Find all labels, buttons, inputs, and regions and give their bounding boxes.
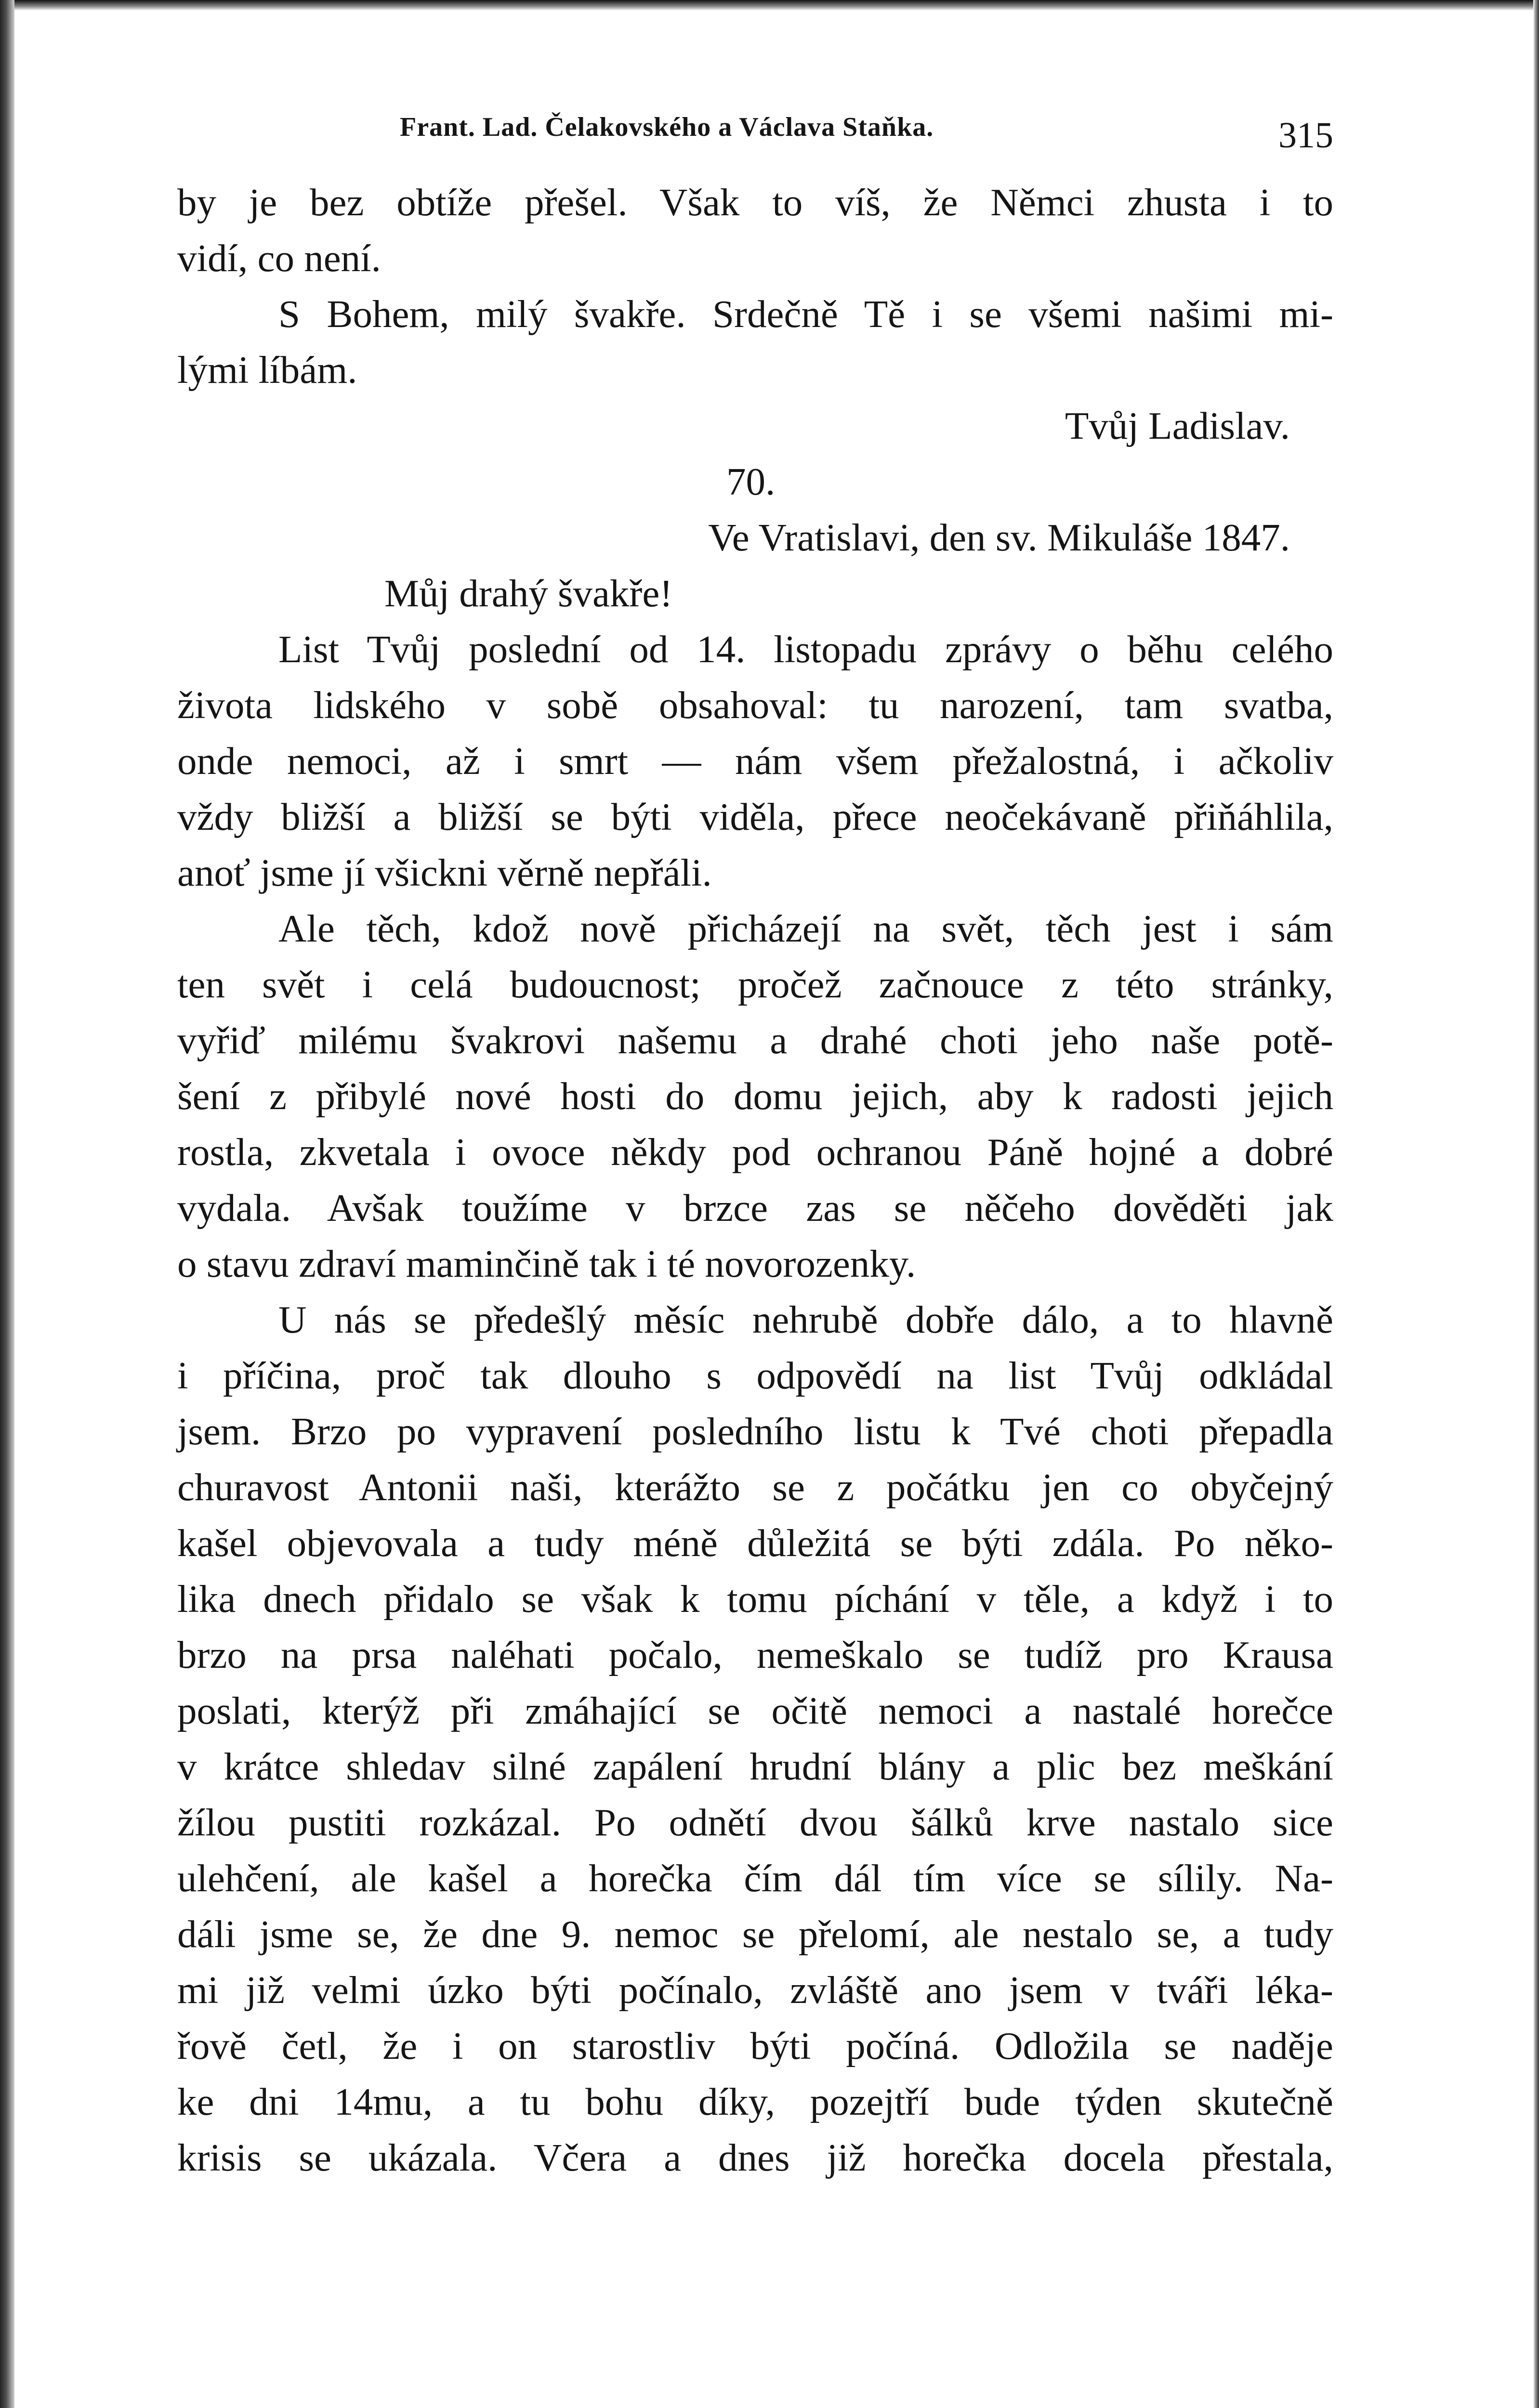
scan-edge-right: [1533, 0, 1539, 2408]
text-line: vydala. Avšak toužíme v brzce zas se něčeho dověděti jak: [177, 1186, 1333, 1230]
text-line: U nás se předešlý měsíc nehrubě dobře dálo, a to hlavně: [278, 1298, 1333, 1341]
page-number: 315: [1278, 115, 1333, 156]
text-line: List Tvůj poslední od 14. listopadu zprávy o běhu celého: [278, 628, 1333, 671]
text-line: řově četl, že i on starostliv býti počíná. Odložila se naděje: [177, 2024, 1333, 2068]
text-line: brzo na prsa naléhati počalo, nemeškalo se tudíž pro Krausa: [177, 1633, 1333, 1676]
text-line: by je bez obtíže přešel. Však to víš, že Němci zhusta i to: [177, 181, 1333, 224]
text-line: ke dni 14mu, a tu bohu díky, pozejtří bude týden skutečně: [177, 2080, 1333, 2123]
text-line: šení z přibylé nové hosti do domu jejich, aby k radosti jejich: [177, 1074, 1333, 1118]
text-line: poslati, kterýž při zmáhající se očitě nemoci a nastalé horečce: [177, 1689, 1333, 1732]
text-line: krisis se ukázala. Včera a dnes již horečka docela přestala,: [177, 2136, 1333, 2179]
text-line: S Bohem, milý švakře. Srdečně Tě i se všemi našimi mi-: [278, 292, 1333, 336]
text-line: mi již velmi úzko býti počínalo, zvláště ano jsem v tváři léka-: [177, 1968, 1333, 2012]
text-line: vždy bližší a bližší se býti viděla, přece neočekávaně přiňáhlila,: [177, 795, 1333, 838]
text-line: v krátce shledav silné zapálení hrudní blány a plic bez meškání: [177, 1745, 1333, 1788]
text-line: kašel objevovala a tudy méně důležitá se býti zdála. Po něko-: [177, 1521, 1333, 1565]
text-line: onde nemoci, až i smrt — nám všem přežalostná, i ačkoliv: [177, 739, 1333, 783]
body-text: [177, 174, 1333, 2186]
text-line: churavost Antonii naši, kterážto se z počátku jen co obyčejný: [177, 1466, 1333, 1509]
dateline: Ve Vratislavi, den sv. Mikuláše 1847.: [708, 516, 1290, 559]
book-page: [177, 112, 1333, 2186]
text-line: žílou pustiti rozkázal. Po odnětí dvou šálků krve nastalo sice: [177, 1801, 1333, 1844]
running-head: Frant. Lad. Čelakovského a Václava Staňka.: [400, 112, 934, 142]
text-line: jsem. Brzo po vypravení posledního listu k Tvé choti přepadla: [177, 1410, 1333, 1453]
text-line: o stavu zdraví maminčině tak i té novorozenky.: [177, 1242, 916, 1285]
text-line: Ale těch, kdož nově přicházejí na svět, těch jest i sám: [278, 907, 1333, 950]
text-line: anoť jsme jí všickni věrně nepřáli.: [177, 851, 712, 894]
text-line: rostla, zkvetala i ovoce někdy pod ochranou Páně hojné a dobré: [177, 1130, 1333, 1174]
text-line: ten svět i celá budoucnost; pročež začnouce z této stránky,: [177, 963, 1333, 1006]
scan-edge-top: [0, 0, 1539, 11]
salutation: Můj drahý švakře!: [384, 572, 673, 615]
page-header: [177, 112, 1333, 174]
text-line: ulehčení, ale kašel a horečka čím dál tím více se sílily. Na-: [177, 1857, 1333, 1900]
letter-number: 70.: [726, 460, 776, 503]
text-line: i příčina, proč tak dlouho s odpovědí na list Tvůj odkládal: [177, 1354, 1333, 1397]
text-line: života lidského v sobě obsahoval: tu narození, tam svatba,: [177, 683, 1333, 727]
text-line: vidí, co není.: [177, 236, 381, 280]
text-line: vyřiď milému švakrovi našemu a drahé choti jeho naše potě-: [177, 1019, 1333, 1062]
signature: Tvůj Ladislav.: [1065, 404, 1290, 447]
scan-edge-left: [0, 0, 14, 2408]
text-line: lika dnech přidalo se však k tomu píchání v těle, a když i to: [177, 1577, 1333, 1621]
text-line: dáli jsme se, že dne 9. nemoc se přelomí, ale nestalo se, a tudy: [177, 1912, 1333, 1956]
text-line: lými líbám.: [177, 348, 357, 392]
